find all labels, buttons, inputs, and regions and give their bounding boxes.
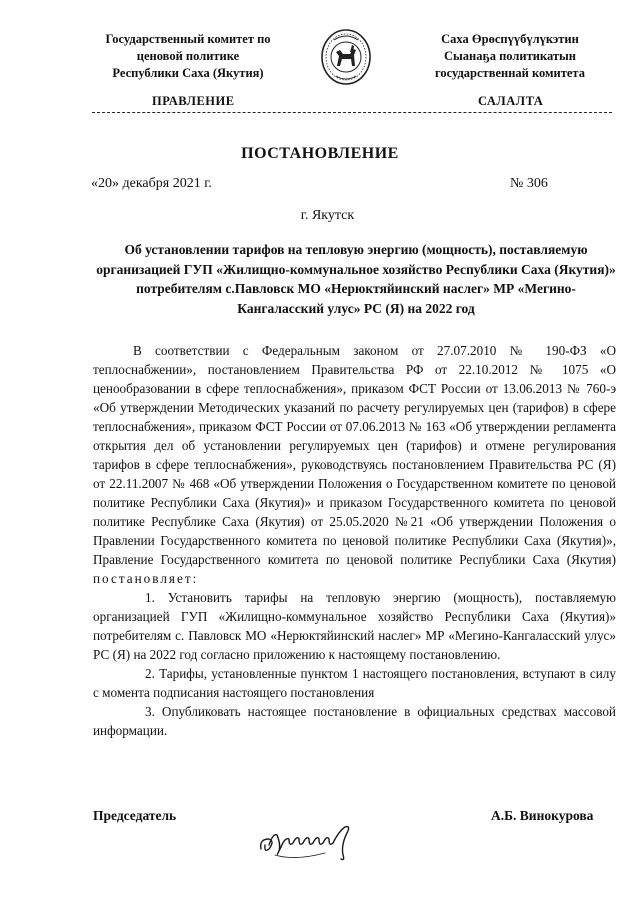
header-right-organization	[405, 31, 615, 82]
header-right-line-1: Саха Өрөспүүбүлүкэтин	[441, 32, 579, 46]
header-right-line-2: Сыанаҕа политикатын	[444, 49, 576, 63]
resolution-item-1: 1. Установить тарифы на тепловую энергию (мощность), поставляемую организацией ГУП «Жилищно-коммунальное хозяйство Республики Саха (Якутия)» потребителям с. Павловск МО «Нерюктяйинский наслег» МР «Мегино-Кангаласский улус» РС (Я) на 2022 год согласно приложению к настоящему постановлению.	[93, 590, 616, 662]
header-left-line-1: Государственный комитет по	[105, 32, 271, 46]
header-left-line-2: ценовой политике	[136, 49, 240, 63]
document-number: № 306	[510, 176, 548, 191]
department-ru: ПРАВЛЕНИЕ	[152, 94, 235, 108]
header-divider	[92, 112, 612, 113]
document-city: г. Якутск	[300, 208, 355, 223]
document-type: ПОСТАНОВЛЕНИЕ	[241, 145, 399, 162]
handwritten-signature	[255, 815, 365, 867]
resolution-item-2: 2. Тарифы, установленные пунктом 1 настоящего постановления, вступают в силу с момента подписания настоящего постановления	[93, 666, 616, 700]
signatory-name: А.Б. Винокурова	[491, 808, 594, 823]
signatory-role: Председатель	[93, 808, 177, 823]
preamble-paragraph	[93, 341, 616, 588]
header-left-organization	[82, 31, 294, 82]
header-left-line-3: Республики Саха (Якутия)	[112, 66, 264, 80]
preamble-text: В соответствии с Федеральным законом от 27.07.2010 № 190-ФЗ «О теплоснабжении», постановлением Правительства РФ от 22.10.2012 № 1075 «О ценообразовании в сфере теплоснабжения», приказом ФСТ России от 13.06.2013 № 760-э «Об утверждении Методических указаний по расчету регулируемых цен (тарифов) в сфере теплоснабжения», приказом ФСТ России от 07.06.2013 № 163 «Об утверждении регламента открытия дел об установлении регулируемых цен (тарифов) и отмене регулирования тарифов в сфере теплоснабжения», руководствуясь постановлением Правительства РС (Я) от 22.11.2007 № 468 «Об утверждении Положения о Государственном комитете по ценовой политике Республики Саха (Якутия)» и приказом Государственного комитета по ценовой политике Республике Саха (Якутия) от 25.05.2020 №21 «Об утверждении Положения о Правлении Государственного комитета по ценовой политике Республики Саха (Якутия)», Правление Государственного комитета по ценовой политике Республики Саха (Якутия)	[93, 343, 616, 567]
header-right-line-3: государственнай комитета	[435, 66, 585, 80]
resolves-text: постановляет:	[93, 571, 199, 586]
document-body	[93, 341, 616, 740]
coat-of-arms-icon	[320, 28, 372, 86]
document-subject: Об установлении тарифов на тепловую энергию (мощность), поставляемую организацией ГУП «Жилищно-коммунальное хозяйство Республики Саха (Якутия)» потребителям с.Павловск МО «Нерюктяйинский наслег» МР «Мегино-Кангаласский улус» РС (Я) на 2022 год	[96, 242, 616, 316]
document-date: «20» декабря 2021 г.	[91, 176, 212, 191]
department-sah: САЛАЛТА	[478, 94, 544, 108]
resolution-item-3: 3. Опубликовать настоящее постановление в официальных средствах массовой информации.	[93, 704, 616, 738]
